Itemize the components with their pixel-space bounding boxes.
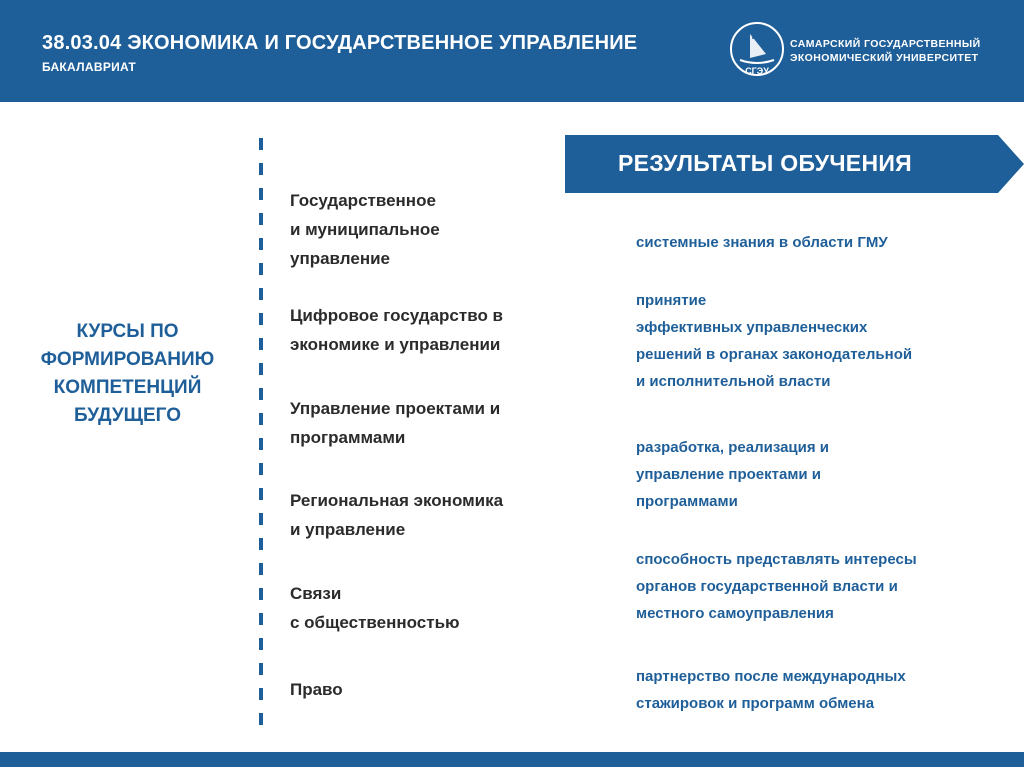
- result-item: системные знания в области ГМУ: [636, 234, 888, 251]
- logo-letters: СГЭУ: [745, 66, 769, 76]
- dashed-divider: [257, 138, 265, 728]
- heading-line: БУДУЩЕГО: [74, 405, 181, 426]
- heading-line: ФОРМИРОВАНИЮ: [40, 349, 215, 370]
- result-item: принятие эффективных управленческих решений в органах законодательной и исполнительной власти: [636, 292, 913, 390]
- university-name-line2: ЭКОНОМИЧЕСКИЙ УНИВЕРСИТЕТ: [790, 52, 979, 64]
- course-item: Региональная экономика и управление: [290, 491, 504, 539]
- result-item: способность представлять интересы органов государственной власти и местного самоуправления: [636, 551, 917, 622]
- header-bar: [0, 0, 1024, 102]
- course-item: Цифровое государство в экономике и управлении: [290, 306, 503, 354]
- heading-line: КОМПЕТЕНЦИЙ: [53, 377, 202, 398]
- future-competencies-heading: [20, 318, 235, 430]
- results-banner: [565, 135, 1024, 193]
- result-item: разработка, реализация и управление проектами и программами: [636, 439, 830, 510]
- result-item: партнерство после международных стажировок и программ обмена: [636, 668, 906, 712]
- course-item: Связи с общественностью: [290, 584, 460, 632]
- course-item: Государственное и муниципальное управление: [290, 191, 440, 268]
- university-name-line1: САМАРСКИЙ ГОСУДАРСТВЕННЫЙ: [790, 38, 981, 50]
- program-title: 38.03.04 ЭКОНОМИКА И ГОСУДАРСТВЕННОЕ УПРАВЛЕНИЕ: [42, 32, 638, 54]
- course-item: Управление проектами и программами: [290, 399, 501, 447]
- program-level: БАКАЛАВРИАТ: [42, 60, 137, 74]
- ship-emblem-icon: [728, 20, 786, 78]
- footer-bar: [0, 752, 1024, 767]
- results-title: РЕЗУЛЬТАТЫ ОБУЧЕНИЯ: [617, 150, 913, 176]
- heading-line: КУРСЫ ПО: [76, 321, 179, 342]
- course-item: Право: [290, 680, 343, 699]
- university-logo: [728, 20, 1008, 82]
